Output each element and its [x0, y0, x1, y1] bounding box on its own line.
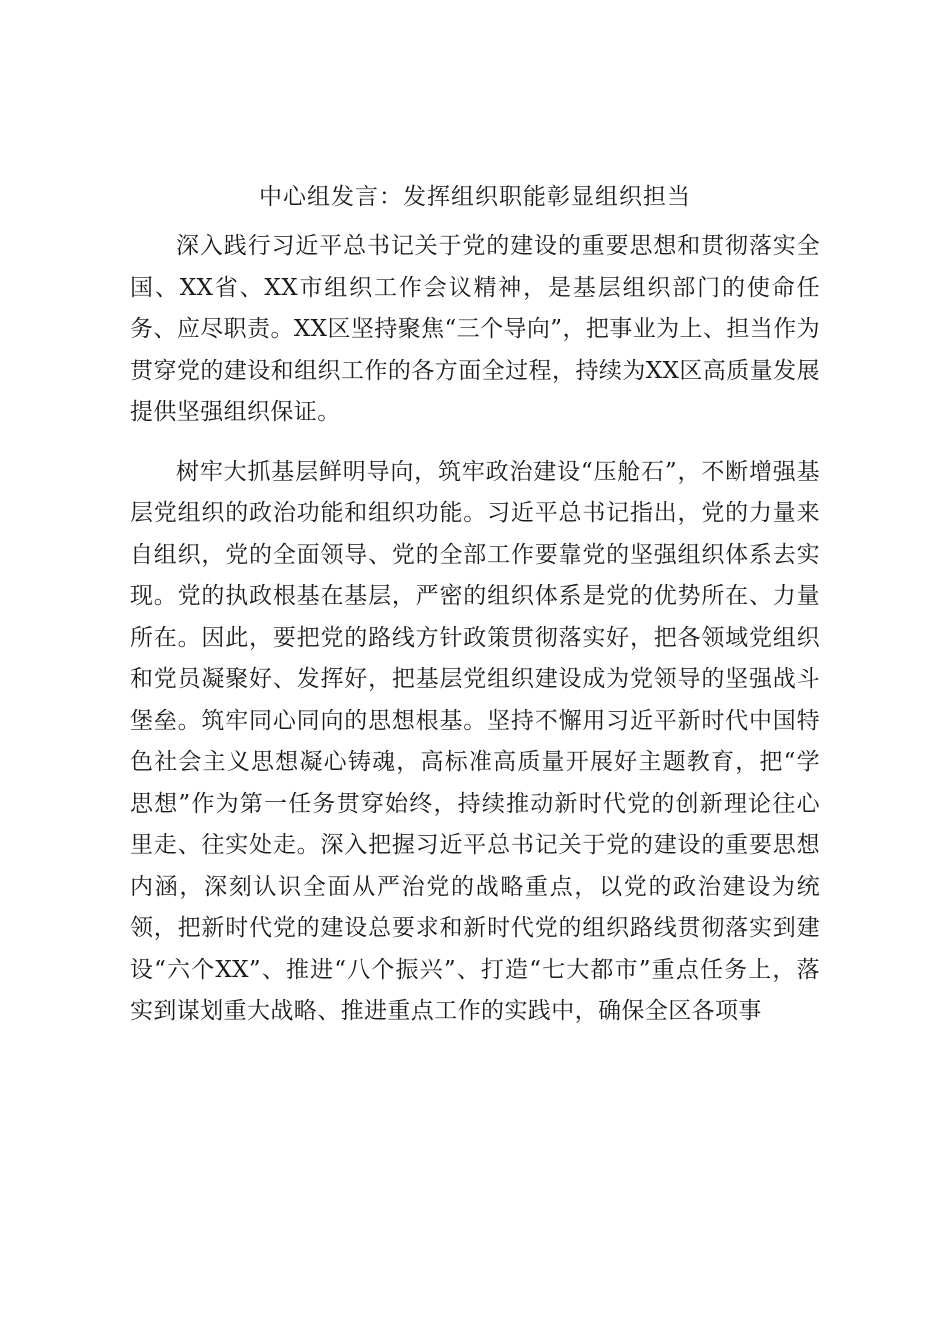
- document-title: 中心组发言：发挥组织职能彰显组织担当: [259, 184, 691, 210]
- paragraph-intro: 深入践行习近平总书记关于党的建设的重要思想和贯彻落实全国、XX省、XX市组织工作会议精神，是基层组织部门的使命任务、应尽职责。XX区坚持聚焦“三个导向”，把事业为上、担当作为贯穿党的建设和组织工作的各方面全过程，持续为XX区高质量发展提供坚强组织保证。: [130, 233, 820, 425]
- paragraph-grassroots: 树牢大抓基层鲜明导向，筑牢政治建设“压舱石”，不断增强基层党组织的政治功能和组织功能。习近平总书记指出，党的力量来自组织，党的全面领导、党的全部工作要靠党的坚强组织体系去实现。党的执政根基在基层，严密的组织体系是党的优势所在、力量所在。因此，要把党的路线方针政策贯彻落实好，把各领域党组织和党员凝聚好、发挥好，把基层党组织建设成为党领导的坚强战斗堡垒。筑牢同心同向的思想根基。坚持不懈用习近平新时代中国特色社会主义思想凝心铸魂，高标准高质量开展好主题教育，把“学思想”作为第一任务贯穿始终，持续推动新时代党的创新理论往心里走、往实处走。深入把握习近平总书记关于党的建设的重要思想内涵，深刻认识全面从严治党的战略重点，以党的政治建设为统领，把新时代党的建设总要求和新时代党的组织路线贯彻落实到建设“六个XX”、推进“八个振兴”、打造“七大都市”重点任务上，落实到谋划重大战略、推进重点工作的实践中，确保全区各项事: [130, 458, 820, 1024]
- document-body: [130, 226, 820, 1033]
